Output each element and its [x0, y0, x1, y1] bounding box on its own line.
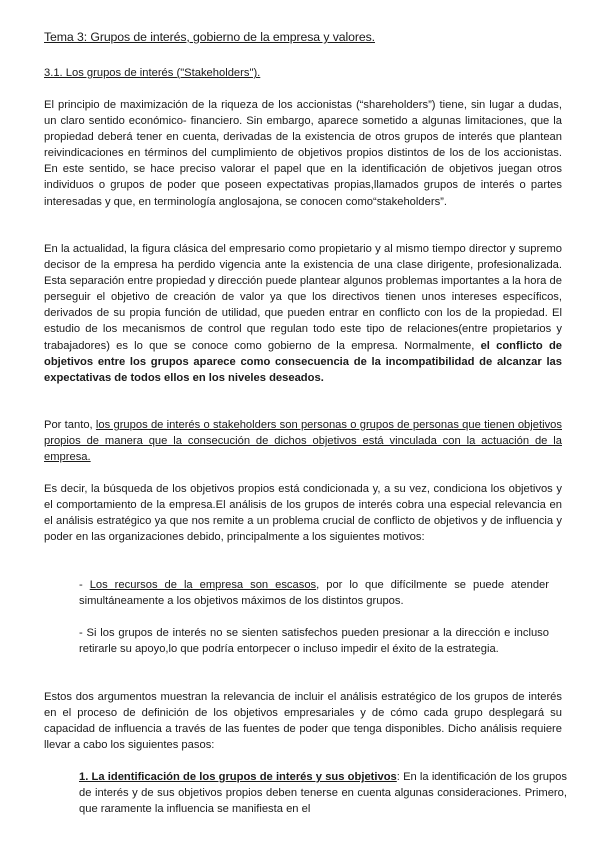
- step-1-text: : En la identificación de los grupos de interés y de sus objetivos propios deben tenerse en cuenta algunas consideraciones. Primero, que raramente la influencia se manifiesta en el: [79, 771, 567, 816]
- step-1: [79, 769, 567, 817]
- step-1-heading: 1. La identificación de los grupos de interés y sus objetivos: [79, 771, 397, 783]
- paragraph-2-bold: el conflicto de objetivos entre los grupos aparece como consecuencia de la incompatibilidad de alcanzar las expectativas de todos ellos en los niveles deseados.: [44, 339, 562, 384]
- paragraph-1: El principio de maximización de la riqueza de los accionistas (“shareholders”) tiene, sin lugar a dudas, un claro sentido económico- financiero. Sin embargo, aparece sometido a algunas limitaciones, que la propiedad deberá tener en cuenta, derivadas de la existencia de otros grupos de interés que plantean reivindicaciones en términos del cumplimiento de objetivos propios distintos de los de los accionistas. En este sentido, se hace preciso valorar el papel que en la identificación de objetivos juegan otros individuos o grupos de poder que poseen expectativas propias,llamados grupos de interés o partes interesadas y que, en terminología anglosajona, se conocen como“stakeholders”.: [44, 99, 562, 208]
- bullet-1-text: , por lo que difícilmente se puede atender simultáneamente a los objetivos máximos de los distintos grupos.: [79, 579, 549, 608]
- bullet-1-prefix: -: [79, 579, 90, 591]
- paragraph-3: [44, 417, 562, 465]
- paragraph-2: [44, 241, 562, 386]
- paragraph-4: Es decir, la búsqueda de los objetivos propios está condicionada y, a su vez, condiciona los objetivos y el comportamiento de la empresa.El análisis de los grupos de interés cobra una especial relevancia en el análisis estratégico ya que nos remite a un problema crucial de conflicto de objetivos y de influencia y poder en las organizaciones debido, principalmente a los siguientes motivos:: [44, 483, 562, 544]
- paragraph-5: Estos dos argumentos muestran la relevancia de incluir el análisis estratégico de los grupos de interés en el proceso de definición de los objetivos empresariales y de cómo cada grupo desplegará su capacidad de influencia a través de las fuentes de poder que tenga disponibles. Dicho análisis requiere llevar a cabo los siguientes pasos:: [44, 691, 562, 752]
- bullet-1-underlined: Los recursos de la empresa son escasos: [89, 579, 317, 591]
- paragraph-3-underlined: los grupos de interés o stakeholders son personas o grupos de personas que tienen objetivos propios de manera que la consecución de dichos objetivos está vinculada con la actuación de la empresa.: [44, 419, 562, 464]
- page-title: Tema 3: Grupos de interés, gobierno de la empresa y valores.: [44, 30, 375, 44]
- bullet-2: - Si los grupos de interés no se sienten satisfechos pueden presionar a la dirección e incluso retirarle su apoyo,lo que podría entorpecer o incluso impedir el éxito de la estrategia.: [79, 627, 549, 656]
- bullet-1: [79, 577, 549, 609]
- section-heading: 3.1. Los grupos de interés ("Stakeholders").: [44, 67, 261, 79]
- paragraph-3-lead: Por tanto,: [44, 419, 96, 431]
- paragraph-2-text: En la actualidad, la figura clásica del empresario como propietario y al mismo tiempo director y supremo decisor de la empresa ha perdido vigencia ante la existencia de una clase dirigente, profesionalizada. Esta separación entre propiedad y dirección puede plantear algunos problemas importantes a la hora de perseguir el objetivo de creación de valor ya que los directivos tienen unos intereses específicos, derivados de su propia función de utilidad, que pueden entrar en conflicto con los de la propiedad. El estudio de los mecanismos de control que regulan todo este tipo de relaciones(entre propietarios y trabajadores) es lo que se conoce como gobierno de la empresa. Normalmente,: [44, 243, 562, 352]
